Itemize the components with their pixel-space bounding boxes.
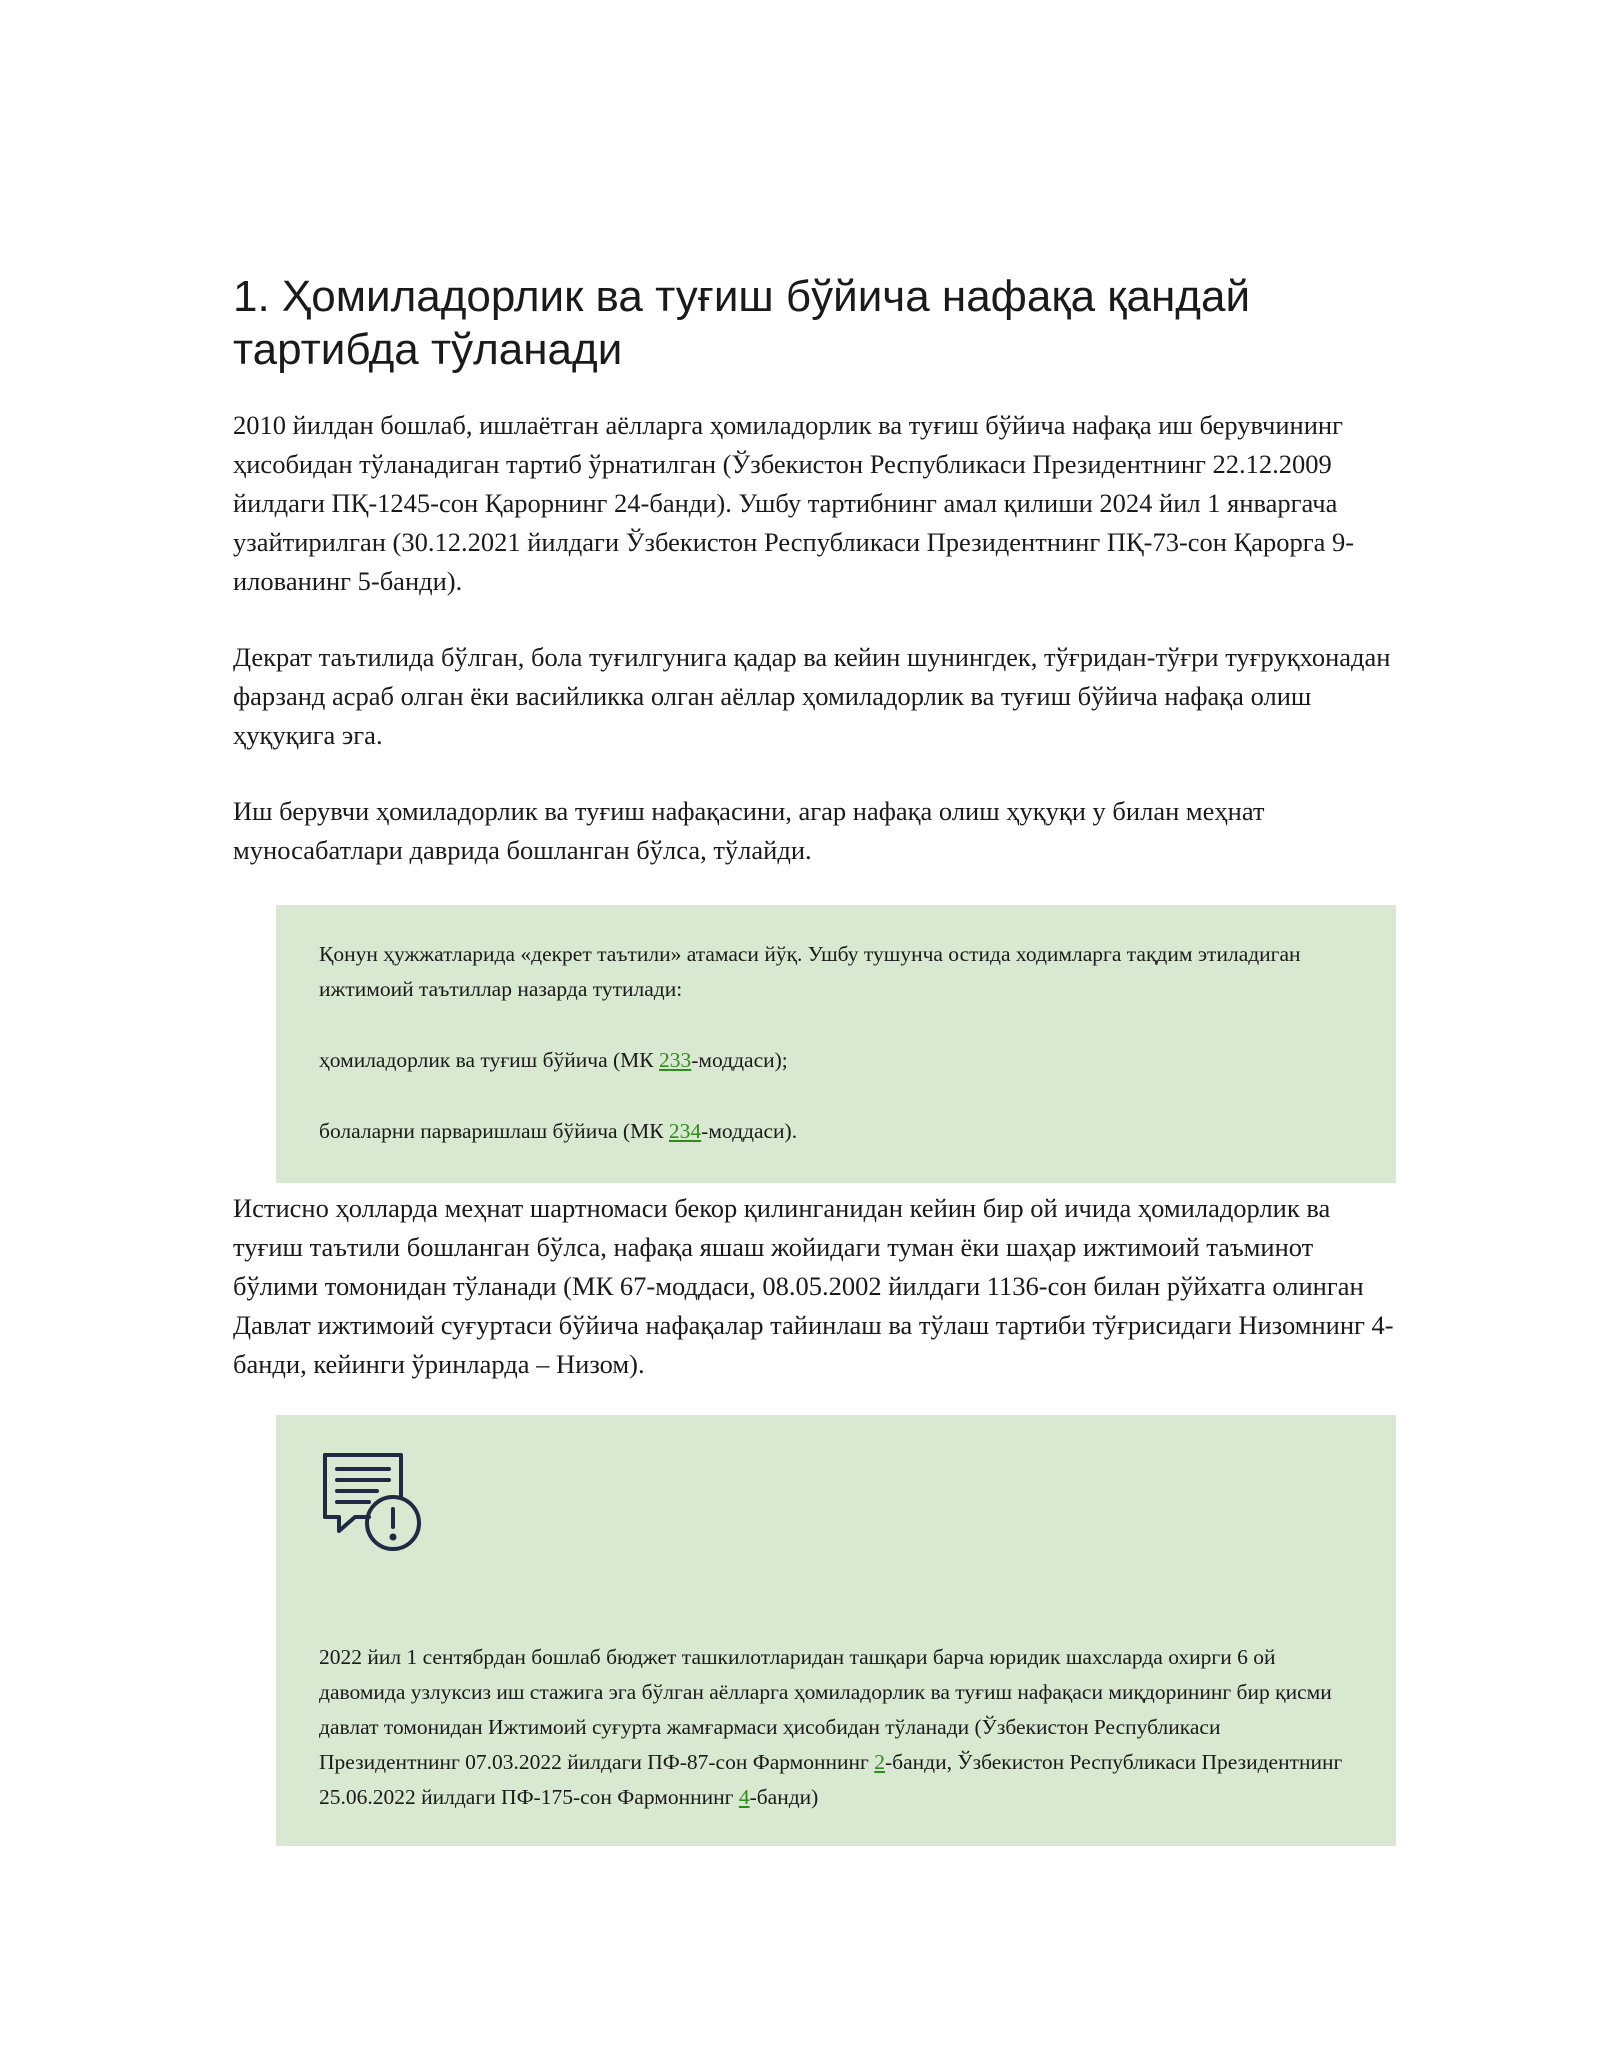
warning-text <box>319 1640 1356 1815</box>
decree-pf87-item-link[interactable]: 2 <box>874 1750 886 1774</box>
note-item-maternity-text: ҳомиладорлик ва туғиш бўйича (МК <box>319 1048 660 1072</box>
paragraph-eligibility: Декрат таътилида бўлган, бола туғилгунига қадар ва кейин шунингдек, тўғридан-тўғри туғруқхонадан фарзанд асраб олган ёки васийликка олган аёллар ҳомиладорлик ва туғиш бўйича нафақа олиш ҳуқуқига эга. <box>233 642 1391 750</box>
warning-text-middle: -банди, Ўзбекистон Республикаси Президентнинг 25.06.2022 йилдаги ПФ-175-сон Фармоннинг <box>319 1750 1343 1809</box>
note-intro: Қонун ҳужжатларида «декрет таътили» атамаси йўқ. Ушбу тушунча остида ходимларга тақдим этиладиган ижтимоий таътиллар назарда тутилади: <box>319 942 1301 1001</box>
page-title: 1. Ҳомиладорлик ва туғиш бўйича нафақа қандай тартибда тўланади <box>233 272 1251 374</box>
document-page <box>233 270 1398 1846</box>
warning-text-main: 2022 йил 1 сентябрдан бошлаб бюджет ташкилотларидан ташқари барча юридик шахсларда охирги 6 ой давомида узлуксиз иш стажига эга бўлган аёлларга ҳомиладорлик ва туғиш нафақаси миқдорининг бир қисми давлат томонидан Ижтимоий суғурта жамғармаси ҳисобидан тўланади (Ўзбекистон Республикаси Президентнинг 07.03.2022 йилдаги ПФ-87-сон Фармоннинг <box>319 1645 1332 1774</box>
paragraph-exception: Истисно ҳолларда меҳнат шартномаси бекор қилинганидан кейин бир ой ичида ҳомиладорлик ва туғиш таътили бошланган бўлса, нафақа яшаш жойидаги туман ёки шаҳар ижтимоий таъминот бўлими томонидан тўланади (МК 67-моддаси, 08.05.2002 йилдаги 1136-сон билан рўйхатга олинган Давлат ижтимоий суғуртаси бўйича нафақалар тайинлаш ва тўлаш тартиби тўғрисидаги Низомнинг 4-банди, кейинги ўринларда – Низом). <box>233 1193 1394 1379</box>
note-item-childcare-text: болаларни парваришлаш бўйича (МК <box>319 1119 669 1143</box>
document-warning-icon <box>319 1451 423 1555</box>
decree-pf175-item-link[interactable]: 4 <box>738 1785 750 1809</box>
paragraph-employer-pays: Иш берувчи ҳомиладорлик ва туғиш нафақасини, агар нафақа олиш ҳуқуқи у билан меҳнат муносабатлари даврида бошланган бўлса, тўлайди. <box>233 796 1265 865</box>
warning-box <box>276 1415 1396 1846</box>
note-item-maternity-suffix: -моддаси); <box>691 1048 788 1072</box>
note-box <box>276 905 1396 1183</box>
note-item-maternity <box>319 1043 1356 1078</box>
paragraph-intro: 2010 йилдан бошлаб, ишлаётган аёлларга ҳомиладорлик ва туғиш бўйича нафақа иш берувчининг ҳисобидан тўланадиган тартиб ўрнатилган (Ўзбекистон Республикаси Президентнинг 22.12.2009 йилдаги ПҚ-1245-сон Қарорнинг 24-банди). Ушбу тартибнинг амал қилиши 2024 йил 1 январгача узайтирилган (30.12.2021 йилдаги Ўзбекистон Республикаси Президентнинг ПҚ-73-сон Қарорга 9-илованинг 5-банди). <box>233 410 1355 596</box>
note-item-childcare-suffix: -моддаси). <box>701 1119 798 1143</box>
note-item-childcare <box>319 1114 1356 1149</box>
article-234-link[interactable]: 234 <box>668 1119 702 1143</box>
warning-text-end: -банди) <box>749 1785 819 1809</box>
article-233-link[interactable]: 233 <box>659 1048 692 1072</box>
